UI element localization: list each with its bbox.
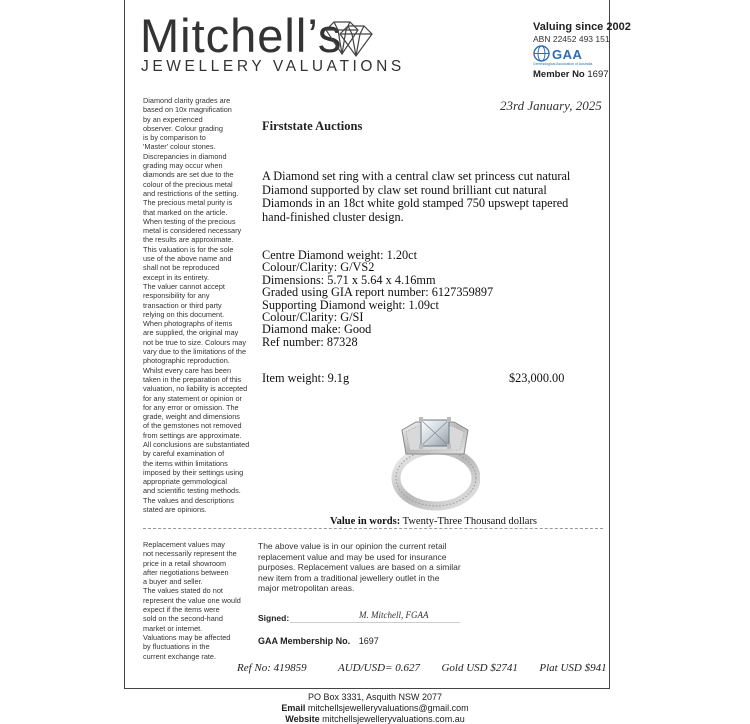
- detail-line: Colour/Clarity: G/SI: [262, 310, 364, 325]
- sidebar-line: a buyer and seller.: [143, 577, 203, 587]
- sidebar-line: vary due to the limitations of the: [143, 347, 247, 357]
- member-value: 1697: [587, 69, 609, 80]
- exchange-rate: AUD/USD= 0.627: [337, 662, 420, 674]
- value-words-label: Value in words:: [330, 516, 401, 527]
- sidebar-line: diamonds are set due to the: [143, 170, 234, 180]
- abn-number: ABN 22452 493 151: [533, 34, 610, 44]
- sidebar-line: and scientific testing methods.: [143, 486, 241, 496]
- sidebar-line: The valuer cannot accept: [143, 281, 225, 291]
- gold-price: Gold USD $2741: [441, 662, 518, 674]
- sidebar-line: valuation, no liability is accepted: [143, 384, 248, 394]
- sidebar-line: based on 10x magnification: [143, 105, 232, 115]
- sidebar-line: When testing of the precious: [143, 216, 236, 226]
- sidebar-line: expect if the items were: [143, 605, 220, 615]
- sidebar-line: The values and descriptions: [143, 495, 234, 505]
- item-description: [262, 170, 582, 224]
- sidebar-line: not be true to size. Colours may: [143, 337, 247, 347]
- sidebar-line: is by comparison to: [143, 133, 206, 143]
- sidebar-line: use of the above name and: [143, 254, 232, 264]
- signature-line: [290, 622, 460, 623]
- description-line: Diamonds in an 18ct white gold stamped 750 upswept tapered: [262, 196, 569, 210]
- sidebar-line: responsibility for any: [143, 291, 210, 301]
- detail-line: Diamond make: Good: [262, 322, 372, 337]
- value-words-text: Twenty-Three Thousand dollars: [402, 516, 538, 527]
- client-name: Firststate Auctions: [262, 119, 363, 133]
- sidebar-line: appropriate gemmological: [143, 477, 227, 487]
- gaa-logo-text: GAA: [552, 47, 583, 62]
- sidebar-line: not necessarily represent the: [143, 549, 237, 559]
- value-in-words: [330, 516, 537, 527]
- detail-line: Colour/Clarity: G/VS2: [262, 260, 375, 275]
- sidebar-line: grade, weight and dimensions: [143, 412, 240, 422]
- ref-number: Ref No: 419859: [237, 662, 307, 674]
- sidebar-disclaimer: [143, 96, 258, 514]
- replacement-statement: [258, 541, 468, 594]
- sidebar-line: Diamond clarity grades are: [143, 96, 231, 105]
- sidebar-line: price in a retail showroom: [143, 558, 227, 568]
- sidebar-line: stated are opinions.: [143, 505, 207, 515]
- sidebar-line: by an experienced: [143, 114, 203, 124]
- sidebar-line: by careful examination of: [143, 449, 225, 459]
- sidebar-line: Valuations may be affected: [143, 632, 231, 642]
- sidebar-line: sold on the second-hand: [143, 614, 223, 624]
- sidebar-line: The values stated do not: [143, 586, 223, 596]
- sidebar-line: after negotiations between: [143, 567, 229, 577]
- sidebar-line: of the gemstones not removed: [143, 421, 242, 431]
- signed-label: Signed:: [258, 613, 290, 623]
- detail-line: Centre Diamond weight: 1.20ct: [262, 248, 418, 262]
- sidebar-line: for any statement or opinion or: [143, 393, 242, 403]
- sidebar-line: and restrictions of the setting.: [143, 188, 239, 198]
- sidebar-line: market or internet.: [143, 623, 203, 633]
- valuation-date: 23rd January, 2025: [500, 98, 602, 113]
- ring-photo: [384, 400, 480, 512]
- brand-subtitle: JEWELLERY VALUATIONS: [141, 58, 405, 75]
- right-border-line: [609, 0, 610, 688]
- signature-value: M. Mitchell, FGAA: [359, 610, 429, 620]
- sidebar-line: Whilst every care has been: [143, 365, 232, 375]
- website-link[interactable]: mitchellsjewelleryvaluations.com.au: [322, 714, 465, 724]
- gaa-tagline: Gemmological Association of Australia: [533, 62, 593, 66]
- valuing-since: Valuing since 2002: [533, 21, 631, 33]
- gaa-globe-icon: [533, 45, 550, 62]
- sidebar-line: imposed by their settings using: [143, 467, 244, 477]
- detail-line: Supporting Diamond weight: 1.09ct: [262, 297, 439, 312]
- sidebar-line: photographic reproduction.: [143, 356, 230, 366]
- email-link[interactable]: mitchellsjewelleryvaluations@gmail.com: [307, 703, 469, 713]
- email-label: Email: [281, 703, 306, 713]
- platinum-price: Plat USD $941: [539, 662, 607, 674]
- replacement-line: replacement value and may be used for insurance: [258, 551, 447, 562]
- member-number: [533, 69, 609, 80]
- sidebar-line: are supplied, the original may: [143, 328, 239, 338]
- membership-label: GAA Membership No.: [258, 636, 351, 646]
- sidebar-line: the items within limitations: [143, 458, 228, 468]
- detail-line: Graded using GIA report number: 6127359897: [262, 285, 494, 300]
- sidebar-line: by fluctuations in the: [143, 642, 210, 652]
- sidebar-line: represent the value one would: [143, 595, 241, 605]
- description-line: hand-finished cluster design.: [262, 209, 404, 224]
- sidebar-line: 'Master' colour stones.: [143, 142, 216, 152]
- section-divider: [143, 528, 603, 529]
- sidebar-line: relying on this document.: [143, 309, 225, 319]
- sidebar-line: observer. Colour grading: [143, 123, 223, 133]
- sidebar-line: the results are approximate.: [143, 235, 234, 245]
- sidebar-line: Replacement values may: [143, 540, 225, 549]
- left-border-line: [124, 0, 125, 688]
- item-price: $23,000.00: [509, 371, 565, 385]
- website-label: Website: [285, 714, 320, 724]
- sidebar-replacement-note: [143, 540, 258, 661]
- replacement-line: new item from a traditional jewellery outlet in the: [258, 572, 440, 583]
- description-line: Diamond supported by claw set round brilliant cut natural: [262, 182, 547, 197]
- sidebar-line: This valuation is for the sole: [143, 244, 234, 254]
- diamond-details: [262, 249, 493, 348]
- sidebar-line: current exchange rate.: [143, 651, 217, 661]
- sidebar-line: from settings are approximate.: [143, 430, 242, 440]
- footer-rule: [124, 688, 610, 689]
- sidebar-line: transaction or third party: [143, 300, 222, 310]
- sidebar-line: The precious metal purity is: [143, 198, 233, 208]
- sidebar-line: All conclusions are substantiated: [143, 439, 250, 449]
- reference-line: [237, 662, 607, 674]
- replacement-line: purposes. Replacement values are based on a similar: [258, 562, 461, 573]
- replacement-line: major metropolitan areas.: [258, 583, 355, 594]
- sidebar-line: metal is considered necessary: [143, 226, 242, 236]
- diamond-logo-icon: [322, 20, 374, 58]
- sidebar-line: grading may occur when: [143, 161, 223, 171]
- membership-value: 1697: [358, 636, 379, 646]
- sidebar-line: Discrepancies in diamond: [143, 151, 227, 161]
- item-weight: Item weight: 9.1g: [262, 371, 350, 385]
- detail-line: Dimensions: 5.71 x 5.64 x 4.16mm: [262, 272, 436, 287]
- sidebar-line: for any error or omission. The: [143, 402, 239, 412]
- po-box: PO Box 3331, Asquith NSW 2077: [307, 692, 443, 702]
- sidebar-line: When photographs of items: [143, 319, 233, 329]
- brand-name: Mitchell’s: [140, 9, 343, 62]
- sidebar-line: colour of the precious metal: [143, 179, 233, 189]
- sidebar-line: taken in the preparation of this: [143, 374, 242, 384]
- member-label: Member No: [533, 69, 585, 80]
- description-line: A Diamond set ring with a central claw set princess cut natural: [262, 169, 571, 183]
- sidebar-line: that marked on the article.: [143, 207, 228, 217]
- sidebar-line: except in its entirety.: [143, 272, 209, 282]
- email-line: [0, 703, 750, 713]
- sidebar-line: shall not be reproduced: [143, 263, 220, 273]
- replacement-line: The above value is in our opinion the current retail: [258, 541, 447, 551]
- detail-line: Ref number: 87328: [262, 334, 358, 349]
- gaa-membership: [258, 636, 379, 646]
